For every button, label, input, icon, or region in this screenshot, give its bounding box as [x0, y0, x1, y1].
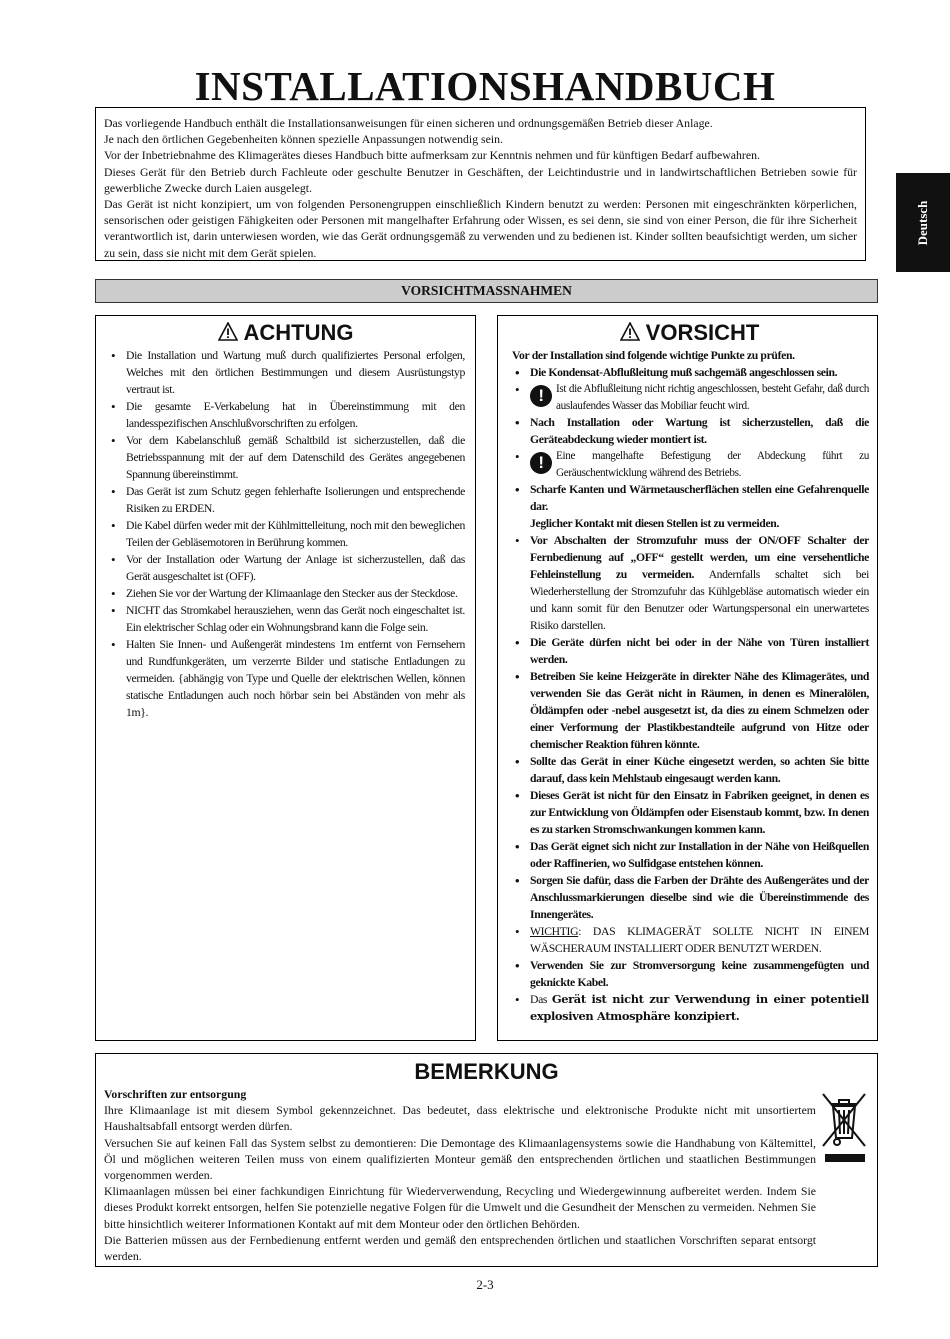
page-number: 2-3 — [476, 1277, 494, 1292]
exclamation-icon: • ! — [530, 385, 552, 407]
bemerkung-paragraph: Versuchen Sie auf keinen Fall das System selbst zu demontieren: Die Demontage des Klimaanlagensystems sowie die Handhabung von Kältemittel, Öl und möglichen weiteren Teilen muss von einem qualifizierten Monteur gemäß den entsprechenden örtlichen und staatlichen Bestimmungen vorgenommen werden. — [104, 1135, 816, 1183]
list-note — [510, 381, 869, 414]
bemerkung-box — [95, 1053, 878, 1267]
warning-triangle-icon — [218, 322, 238, 342]
list-item: • Sollte das Gerät in einer Küche eingesetzt werden, so achten Sie bitte darauf, dass kein Mehlstaub eingesaugt werden kann. — [510, 753, 869, 787]
list-item-text: Vor Abschalten der Stromzufuhr muss der ON/OFF Schalter der Fernbedienung auf „OFF“ gestellt werden, um eine versehentliche Fehleinstellung zu vermeiden. — [530, 534, 869, 581]
list-item-text: Andernfalls schaltet sich bei Wiederherstellung der Stromzufuhr das Kühlgebläse automatisch wieder ein und kann somit für den Benutzer oder Wartungspersonal ein unerwartetes Risiko darstellen. — [530, 568, 869, 632]
bemerkung-paragraph: Die Batterien müssen aus der Fernbedienung entfernt werden und gemäß den entsprechenden örtlichen und staatlichen Vorschriften separat entsorgt werden. — [104, 1232, 816, 1264]
vorsicht-box — [497, 315, 878, 1041]
list-item: • Verwenden Sie zur Stromversorgung keine zusammengefügten und geknickte Kabel. — [510, 957, 869, 991]
list-note — [510, 448, 869, 481]
list-item-text: Jeglicher Kontakt mit diesen Stellen ist zu vermeiden. — [530, 517, 780, 530]
list-item: • Halten Sie Innen- und Außengerät mindestens 1m entfernt von Fernsehern und Rundfunkgeräten, um verzerrte Bilder und statische Entladungen zu vermeiden. {abhängig von Type und Quelle der elektrischen Wellen, können statische Entladungen auch noch hörbar sein bei Abständen von mehr als 1m}. — [106, 636, 465, 721]
list-item: • Ziehen Sie vor der Wartung der Klimaanlage den Stecker aus der Steckdose. — [106, 585, 465, 602]
intro-paragraph: Das vorliegende Handbuch enthält die Installationsanweisungen für einen sicheren und ordnungsgemäßen Betrieb dieser Anlage. — [104, 116, 713, 130]
note-text: Eine mangelhafte Befestigung der Abdeckung führt zu Geräuschentwicklung während des Betriebs. — [556, 450, 869, 479]
crossed-out-wheelie-bin-icon — [819, 1088, 869, 1168]
list-item-text: : DAS KLIMAGERÄT SOLLTE NICHT IN EINEM WÄSCHERAUM INSTALLIERT ODER BENUTZT WERDEN. — [530, 925, 869, 955]
list-item: • Die Geräte dürfen nicht bei oder in der Nähe von Türen installiert werden. — [510, 634, 869, 668]
list-item: • NICHT das Stromkabel herausziehen, wenn das Gerät noch eingeschaltet ist. Ein elektrischer Schlag oder ein Wohnungsbrand kann die Folge sein. — [106, 602, 465, 636]
bemerkung-paragraph: Ihre Klimaanlage ist mit diesem Symbol gekennzeichnet. Das bedeutet, dass elektrische und elektronische Produkte nicht mit unsortiertem Haushaltsabfall entsorgt werden dürfen. — [104, 1103, 816, 1134]
vorsicht-list — [510, 364, 869, 1025]
list-item: • Das Gerät ist zum Schutz gegen fehlerhafte Isolierungen und entsprechende Risiken zu ERDEN. — [106, 483, 465, 517]
list-item — [510, 532, 869, 634]
vorsicht-lead: Vor der Installation sind folgende wichtige Punkte zu prüfen. — [512, 349, 795, 362]
list-item — [510, 923, 869, 957]
bemerkung-heading: BEMERKUNG — [414, 1059, 559, 1084]
warning-triangle-icon — [620, 322, 640, 342]
language-tab-label: Deutsch — [915, 200, 930, 245]
list-item: • Das Gerät eignet sich nicht zur Installation in der Nähe von Heißquellen oder Raffinerien, wo Sulfidgase entstehen können. — [510, 838, 869, 872]
list-item: • Betreiben Sie keine Heizgeräte in direkter Nähe des Klimagerätes, und verwenden Sie das Gerät nicht in Räumen, in denen es Mineralölen, Öldämpfen oder -nebel ausgesetzt ist, da dies zu einem Schmelzen oder einer Verformung der Plastikbestandteile aufgrund von Hitze oder chemischer Reaktion führen könnte. — [510, 668, 869, 753]
list-item-text: Das — [530, 993, 548, 1006]
list-item: • Vor der Installation oder Wartung der Anlage ist sicherzustellen, daß das Gerät ausgeschaltet ist (OFF). — [106, 551, 465, 585]
page-title: INSTALLATIONSHANDBUCH — [194, 63, 776, 109]
list-item — [510, 991, 869, 1025]
intro-paragraph: Das Gerät ist nicht konzipiert, um von folgenden Personengruppen einschließlich Kindern benutzt zu werden: Personen mit eingeschränkten körperlichen, sensorischen oder geistigen Fähigkeiten oder Personen mit mangelhafter Erfahrung oder Wissen, es sei denn, sie sind von einer Person, die für ihre Sicherheit verantwortlich ist, darin unterwiesen worden, wie das Gerät ordnungsgemäß zu verwenden und zu bedienen ist. Kinder sollten beaufsichtigt werden, um sicher zu sein, dass sie nicht mit dem Gerät spielen. — [104, 197, 857, 260]
list-item: • Nach Installation oder Wartung ist sicherzustellen, daß die Geräteabdeckung wieder montiert ist. — [510, 414, 869, 448]
achtung-box — [95, 315, 476, 1041]
achtung-list — [106, 347, 465, 721]
note-text: Ist die Abflußleitung nicht richtig angeschlossen, besteht Gefahr, daß durch auslaufendes Wasser das Mobiliar feucht wird. — [556, 383, 869, 412]
list-item: • Die gesamte E-Verkabelung hat in Übereinstimmung mit den landesspezifischen Anschlußvorschriften zu erfolgen. — [106, 398, 465, 432]
list-item: • Die Installation und Wartung muß durch qualifiziertes Personal erfolgen, Welches mit den örtlichen Bestimmungen und diesem Ausrüstungstyp vertraut ist. — [106, 347, 465, 398]
bemerkung-subheading: Vorschriften zur entsorgung — [104, 1087, 247, 1101]
intro-paragraph: Dieses Gerät für den Betrieb durch Fachleute oder geschulte Benutzer in Geschäften, der Leichtindustrie und in landwirtschaftlichen Betrieben sowie für gewerbliche Zwecke durch Laien ausgelegt. — [104, 164, 857, 195]
list-item: • Sorgen Sie dafür, dass die Farben der Drähte des Außengerätes und der Anschlussmarkierungen dieselbe sind wie die Übereinstimmende des Innengerätes. — [510, 872, 869, 923]
list-item-text: Gerät ist nicht zur Verwendung in einer potentiell explosiven Atmosphäre konzipiert. — [530, 992, 869, 1023]
vorsicht-heading-text: VORSICHT — [645, 320, 760, 345]
exclamation-icon: • ! — [530, 452, 552, 474]
achtung-heading-text: ACHTUNG — [243, 320, 354, 345]
intro-paragraph: Vor der Inbetriebnahme des Klimagerätes dieses Handbuch bitte aufmerksam zur Kenntnis nehmen und für künftigen Bedarf aufbewahren. — [104, 148, 760, 163]
list-item: • Vor dem Kabelanschluß gemäß Schaltbild ist sicherzustellen, daß die Betriebsspannung mit der auf dem Datenschild des Gerätes angegebenen Spannung übereinstimmt. — [106, 432, 465, 483]
list-item: • Die Kabel dürfen weder mit der Kühlmittelleitung, noch mit den beweglichen Teilen der Gebläsemotoren in Berührung kommen. — [106, 517, 465, 551]
list-item — [510, 481, 869, 532]
intro-box — [95, 107, 866, 261]
vorsicht-heading — [510, 319, 869, 347]
section-bar: VORSICHTMASSNAHMEN — [95, 279, 878, 303]
bemerkung-text — [104, 1086, 816, 1264]
language-tab — [896, 173, 950, 272]
list-item: • Die Kondensat-Abflußleitung muß sachgemäß angeschlossen sein. — [510, 364, 869, 381]
bemerkung-paragraph: Klimaanlagen müssen bei einer fachkundigen Einrichtung für Wiederverwendung, Recycling und Wiedergewinnung aufbereitet werden. Indem Sie dieses Produkt korrekt entsorgen, helfen Sie potenzielle negative Folgen für die Umwelt und die Gesundheit der Menschen zu vermeiden. Nehmen Sie bitte hinsichtlich weiterer Informationen Kontakt auf mit dem Monteur oder den örtlichen Behörden. — [104, 1184, 816, 1231]
important-label: WICHTIG — [530, 925, 579, 938]
list-item: • Dieses Gerät ist nicht für den Einsatz in Fabriken geeignet, in denen es zur Entwicklung von Öldämpfen oder Eisenstaub kommt, bzw. In denen es zu starken Stromschwankungen kommen kann. — [510, 787, 869, 838]
achtung-heading — [106, 319, 465, 347]
intro-paragraph: Je nach den örtlichen Gegebenheiten können spezielle Anpassungen notwendig sein. — [104, 132, 504, 147]
list-item-text: Scharfe Kanten und Wärmetauscherflächen stellen eine Gefahrenquelle dar. — [530, 483, 869, 513]
